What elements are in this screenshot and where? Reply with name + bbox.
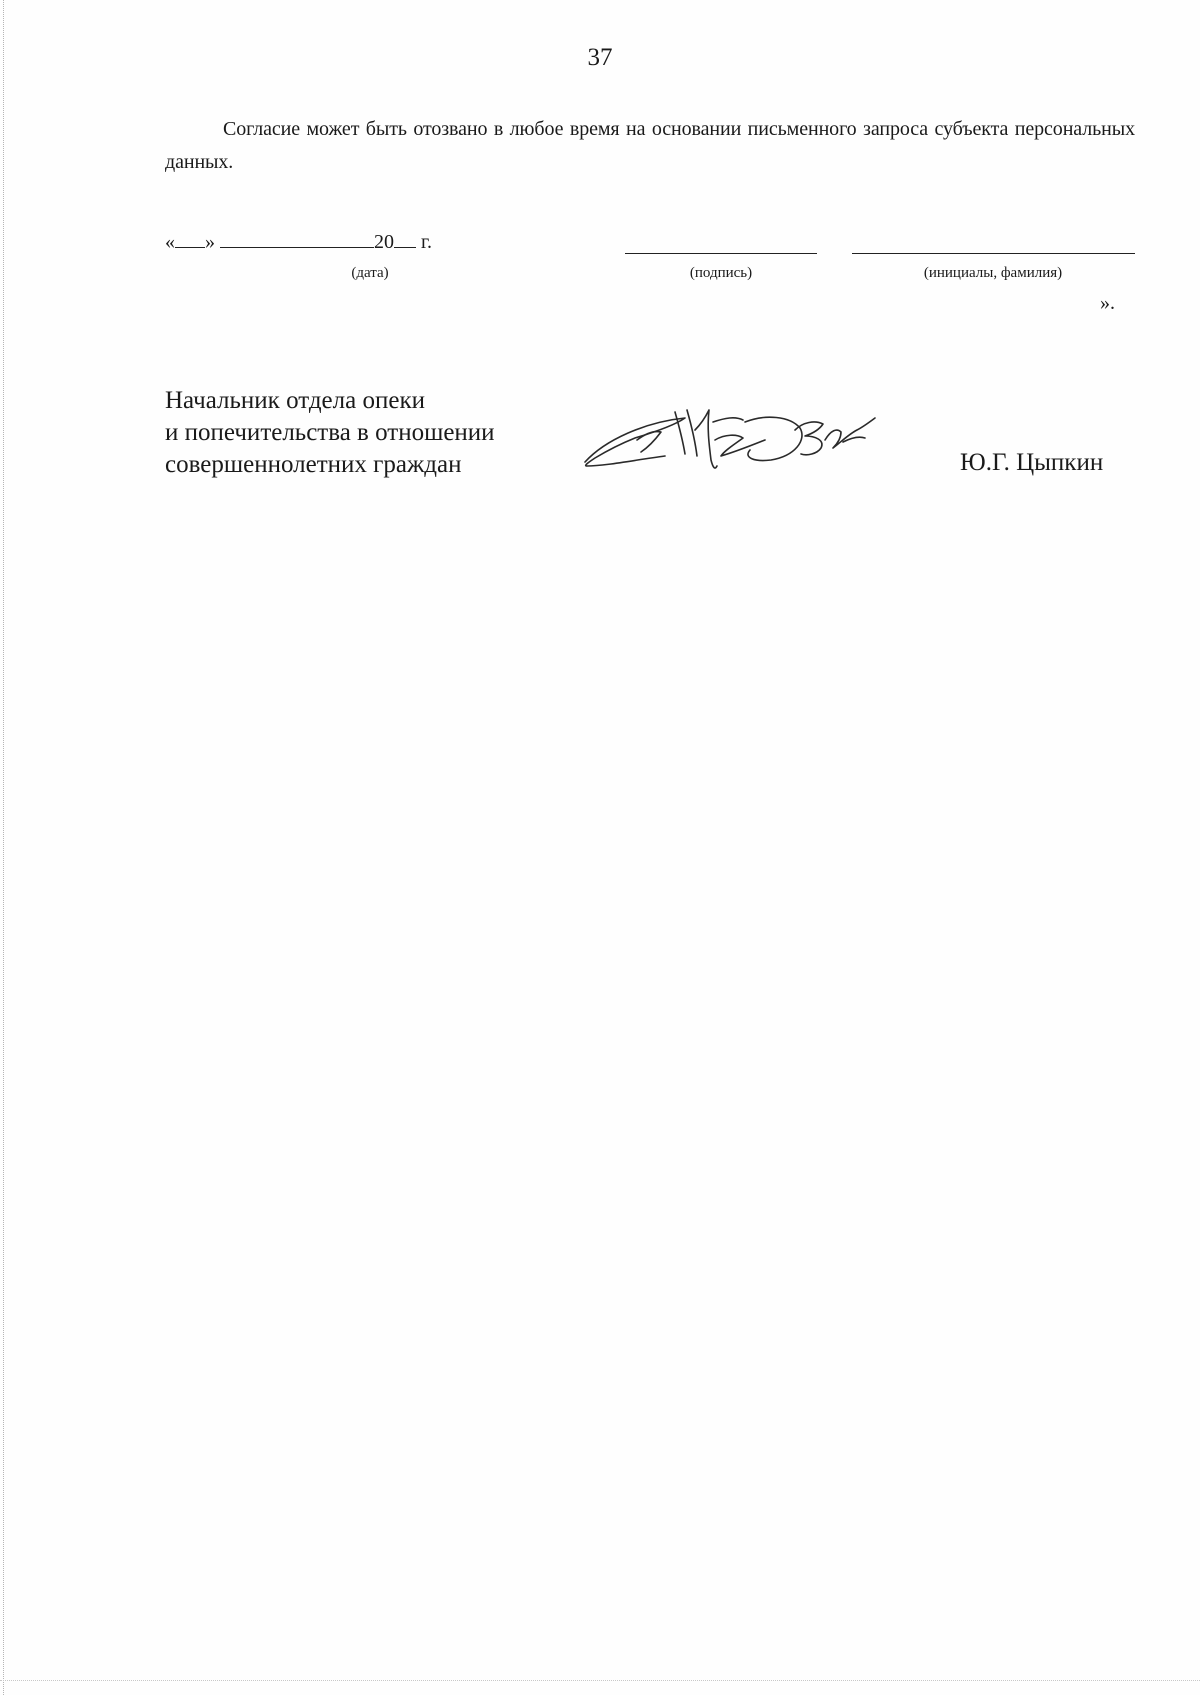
date-caption: (дата) xyxy=(351,265,389,281)
month-blank xyxy=(220,231,374,248)
signatory-title xyxy=(165,385,495,481)
signatory-title-line: совершеннолетних граждан xyxy=(165,451,462,478)
consent-revocation-paragraph: Согласие может быть отозвано в любое время на основании письменного запроса субъекта персональных данных. xyxy=(165,118,1135,173)
handwritten-signature xyxy=(575,400,895,480)
page-number: 37 xyxy=(587,44,613,71)
year-suffix: г. xyxy=(421,231,432,253)
year-blank xyxy=(394,231,416,248)
day-blank xyxy=(175,231,205,248)
date-field xyxy=(165,231,432,254)
initials-line xyxy=(852,253,1135,254)
signature-caption: (подпись) xyxy=(689,265,753,281)
date-close-quote: » xyxy=(205,231,215,253)
scan-bottom-edge xyxy=(0,1680,1200,1681)
initials-caption: (инициалы, фамилия) xyxy=(923,265,1063,281)
scan-left-edge xyxy=(3,0,4,1695)
signatory-name: Ю.Г. Цыпкин xyxy=(960,449,1104,476)
closing-quote: ». xyxy=(1100,292,1115,314)
signatory-title-line: Начальник отдела опеки xyxy=(165,387,425,414)
signatory-title-line: и попечительства в отношении xyxy=(165,419,495,446)
year-prefix: 20 xyxy=(374,231,394,253)
date-open-quote: « xyxy=(165,231,175,253)
signature-line xyxy=(625,253,817,254)
